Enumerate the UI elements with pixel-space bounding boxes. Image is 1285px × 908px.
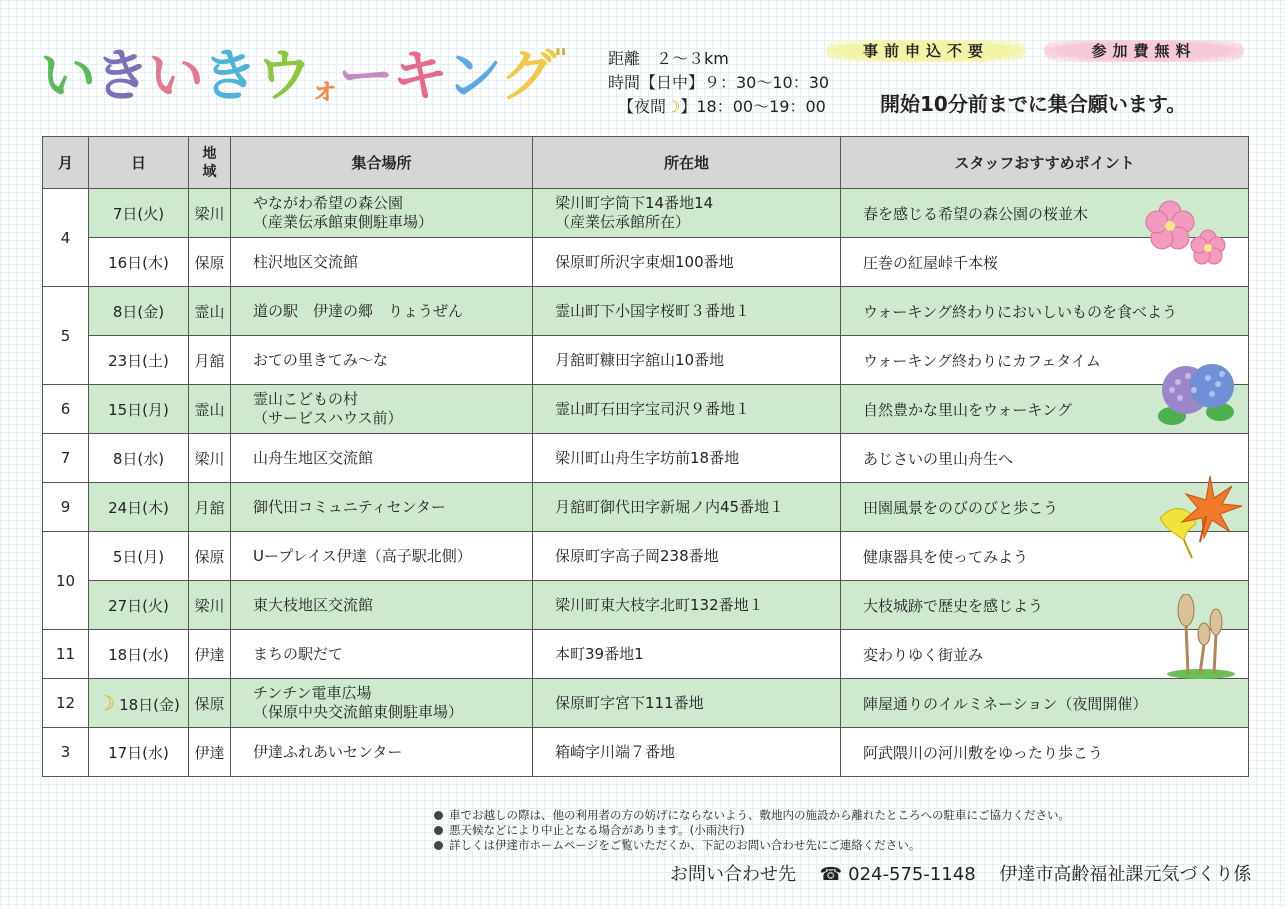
point-cell: 健康器具を使ってみよう: [841, 532, 1249, 581]
area-cell: 保原: [189, 238, 231, 287]
address-line: 霊山町石田字宝司沢９番地１: [555, 399, 751, 418]
venue-cell: [231, 483, 533, 532]
table-header-row: [43, 137, 1249, 189]
table-row: [43, 532, 1249, 581]
table-row: [43, 483, 1249, 532]
note-text: 悪天候などにより中止となる場合があります。(小雨決行): [449, 823, 745, 837]
no-application-badge: 事前申込不要: [826, 40, 1026, 62]
month-cell: 11: [43, 630, 89, 679]
address-line: （産業伝承館所在）: [555, 213, 691, 231]
address-cell: [533, 238, 841, 287]
month-cell: 4: [43, 189, 89, 287]
day-cell: 8日(金): [89, 287, 189, 336]
contact-phone: 024-575-1148: [848, 864, 976, 885]
address-line: 保原町所沢字東畑100番地: [555, 252, 734, 271]
month-cell: 7: [43, 434, 89, 483]
address-cell: [533, 189, 841, 238]
venue-cell: [231, 581, 533, 630]
venue-line: チンチン電車広場: [253, 684, 372, 702]
bullet-icon: [434, 841, 443, 850]
title-char: ー: [338, 44, 392, 109]
title-char: ウ: [256, 44, 310, 109]
bullet-icon: [434, 811, 443, 820]
point-cell: 圧巻の紅屋峠千本桜: [841, 238, 1249, 287]
crescent-moon-icon: ☽: [97, 691, 116, 715]
header-day: 日: [89, 137, 189, 189]
address-line: 保原町字宮下111番地: [555, 693, 704, 712]
distance-info: 距離 ２～３km: [608, 49, 729, 68]
venue-cell: [231, 630, 533, 679]
area-cell: 保原: [189, 679, 231, 728]
month-cell: 6: [43, 385, 89, 434]
header-area-char-1: 地: [202, 145, 217, 162]
address-cell: [533, 728, 841, 777]
venue-line: 東大枝地区交流館: [253, 595, 374, 614]
venue-line: 柱沢地区交流館: [253, 252, 359, 271]
header-month: 月: [43, 137, 89, 189]
day-cell: [89, 679, 189, 728]
venue-cell: [231, 336, 533, 385]
month-cell: 10: [43, 532, 89, 630]
notes-list: [434, 808, 1070, 853]
venue-line: （サービスハウス前）: [253, 409, 403, 427]
address-line: 月舘町糠田字舘山10番地: [555, 350, 725, 369]
day-cell: 27日(火): [89, 581, 189, 630]
venue-cell: [231, 385, 533, 434]
venue-cell: [231, 728, 533, 777]
table-row: [43, 630, 1249, 679]
area-cell: 月舘: [189, 336, 231, 385]
table-row: [43, 336, 1249, 385]
address-line: 月舘町御代田字新堀ノ内45番地１: [555, 497, 785, 516]
table-row: [43, 238, 1249, 287]
address-line: 箱崎字川端７番地: [555, 742, 676, 761]
address-cell: [533, 630, 841, 679]
time-day-info: 時間【日中】９：30～10：30: [608, 73, 830, 92]
day-text: 18日(金): [119, 696, 180, 714]
point-cell: 春を感じる希望の森公園の桜並木: [841, 189, 1249, 238]
venue-line: Uープレイス伊達（高子駅北側）: [253, 546, 472, 565]
venue-line: 御代田コミュニティセンター: [253, 497, 446, 516]
month-cell: 3: [43, 728, 89, 777]
point-cell: 変わりゆく街並み: [841, 630, 1249, 679]
area-cell: 霊山: [189, 287, 231, 336]
venue-cell: [231, 238, 533, 287]
point-cell: 自然豊かな里山をウォーキング: [841, 385, 1249, 434]
address-line: 梁川町東大枝字北町132番地１: [555, 595, 764, 614]
table-row: [43, 189, 1249, 238]
area-cell: 伊達: [189, 728, 231, 777]
point-cell: 大枝城跡で歴史を感じよう: [841, 581, 1249, 630]
area-cell: 梁川: [189, 581, 231, 630]
address-cell: [533, 679, 841, 728]
header-point: スタッフおすすめポイント: [841, 137, 1249, 189]
contact-label: お問い合わせ先: [670, 864, 796, 885]
header-venue: 集合場所: [231, 137, 533, 189]
month-cell: 12: [43, 679, 89, 728]
title-char: キ: [392, 44, 446, 109]
title-char: い: [40, 44, 94, 109]
note-item: [434, 838, 1070, 853]
day-cell: 5日(月): [89, 532, 189, 581]
title-char: ォ: [310, 72, 338, 107]
header-address: 所在地: [533, 137, 841, 189]
note-text: 車でお越しの際は、他の利用者の方の妨げにならないよう、敷地内の施設から離れたところへの駐車にご協力ください。: [449, 808, 1070, 822]
day-cell: 24日(木): [89, 483, 189, 532]
title-char: グ: [500, 44, 554, 109]
note-text: 詳しくは伊達市ホームページをご覧いただくか、下記のお問い合わせ先にご連絡ください。: [449, 838, 921, 852]
address-cell: [533, 434, 841, 483]
day-cell: 16日(木): [89, 238, 189, 287]
venue-line: 山舟生地区交流館: [253, 448, 374, 467]
point-cell: 田園風景をのびのびと歩こう: [841, 483, 1249, 532]
schedule-table: [42, 136, 1249, 777]
crescent-moon-icon: ☽: [666, 97, 681, 116]
table-row: [43, 287, 1249, 336]
venue-cell: [231, 434, 533, 483]
address-line: 梁川町山舟生字坊前18番地: [555, 448, 740, 467]
contact-info: [670, 860, 1269, 886]
table-row: [43, 679, 1249, 728]
table-row: [43, 434, 1249, 483]
title-char: い: [148, 44, 202, 109]
header-area: [189, 137, 231, 189]
venue-line: （保原中央交流館東側駐車場）: [253, 703, 464, 721]
autumn-leaves-icon: [1156, 472, 1244, 564]
address-cell: [533, 287, 841, 336]
point-cell: 陣屋通りのイルミネーション（夜間開催）: [841, 679, 1249, 728]
bullet-icon: [434, 826, 443, 835]
header-area-char-2: 域: [202, 163, 217, 180]
address-line: 梁川町字筒下14番地14: [555, 194, 714, 212]
table-row: [43, 728, 1249, 777]
day-cell: 8日(水): [89, 434, 189, 483]
address-cell: [533, 385, 841, 434]
venue-cell: [231, 532, 533, 581]
month-cell: 9: [43, 483, 89, 532]
address-cell: [533, 483, 841, 532]
venue-cell: [231, 189, 533, 238]
free-badge: 参加費無料: [1044, 40, 1244, 62]
venue-line: 霊山こどもの村: [253, 390, 359, 408]
address-cell: [533, 336, 841, 385]
address-line: 保原町字高子岡238番地: [555, 546, 719, 565]
cherry-blossom-icon: [1136, 194, 1232, 272]
venue-line: まちの駅だて: [253, 644, 344, 663]
hydrangea-icon: [1152, 354, 1240, 434]
venue-line: （産業伝承館東側駐車場）: [253, 213, 434, 231]
day-cell: 17日(水): [89, 728, 189, 777]
area-cell: 伊達: [189, 630, 231, 679]
day-cell: 15日(月): [89, 385, 189, 434]
note-item: [434, 823, 1070, 838]
note-item: [434, 808, 1070, 823]
gathering-notice: 開始10分前までに集合願います。: [880, 92, 1187, 116]
table-row: [43, 581, 1249, 630]
title-char: き: [202, 44, 256, 109]
title-marks: ": [554, 44, 564, 74]
horsetail-plant-icon: [1166, 594, 1236, 680]
venue-line: やながわ希望の森公園: [253, 194, 404, 212]
venue-line: 道の駅 伊達の郷 りょうぜん: [253, 301, 464, 320]
telephone-icon: ☎: [819, 864, 843, 885]
address-line: 本町39番地1: [555, 644, 644, 663]
month-cell: 5: [43, 287, 89, 385]
area-cell: 霊山: [189, 385, 231, 434]
venue-line: 伊達ふれあいセンター: [253, 742, 403, 761]
title-char: き: [94, 44, 148, 109]
table-row: [43, 385, 1249, 434]
area-cell: 保原: [189, 532, 231, 581]
time-night-info: [618, 94, 826, 117]
address-cell: [533, 581, 841, 630]
area-cell: 梁川: [189, 189, 231, 238]
day-cell: 7日(火): [89, 189, 189, 238]
point-cell: あじさいの里山舟生へ: [841, 434, 1249, 483]
address-cell: [533, 532, 841, 581]
title-char: ン: [446, 44, 500, 109]
point-cell: ウォーキング終わりにおいしいものを食べよう: [841, 287, 1249, 336]
venue-cell: [231, 287, 533, 336]
time-night-rest: 】18：00～19：00: [680, 97, 826, 116]
day-cell: 18日(水): [89, 630, 189, 679]
point-cell: 阿武隈川の河川敷をゆったり歩こう: [841, 728, 1249, 777]
address-line: 霊山町下小国字桜町３番地１: [555, 301, 751, 320]
venue-line: おての里きてみ～な: [253, 350, 388, 369]
point-cell: ウォーキング終わりにカフェタイム: [841, 336, 1249, 385]
page-title: [40, 32, 564, 112]
time-night-label: 【夜間: [618, 97, 667, 116]
contact-department: 伊達市高齢福祉課元気づくり係: [999, 864, 1252, 885]
area-cell: 梁川: [189, 434, 231, 483]
area-cell: 月舘: [189, 483, 231, 532]
day-cell: 23日(土): [89, 336, 189, 385]
venue-cell: [231, 679, 533, 728]
